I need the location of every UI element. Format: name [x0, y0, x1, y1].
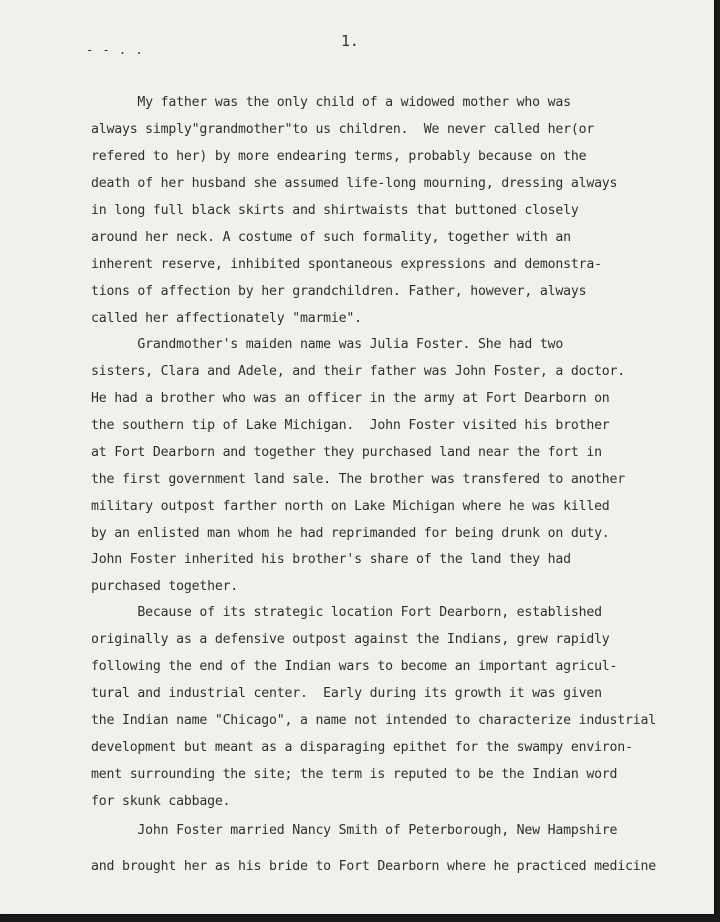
text-line: military outpost farther north on Lake Michigan where he was killed — [91, 499, 610, 514]
text-line: He had a brother who was an officer in the army at Fort Dearborn on — [91, 391, 610, 406]
text-line: tions of affection by her grandchildren. Father, however, always — [91, 284, 587, 299]
text-line: for skunk cabbage. — [91, 794, 231, 809]
text-line: by an enlisted man whom he had reprimanded for being drunk on duty. — [91, 526, 610, 541]
text-line: following the end of the Indian wars to become an important agricul- — [91, 659, 618, 674]
text-line: originally as a defensive outpost against the Indians, grew rapidly — [91, 632, 610, 647]
margin-mark: - - . . — [86, 43, 144, 57]
text-line: the southern tip of Lake Michigan. John Foster visited his brother — [91, 418, 610, 433]
text-line: refered to her) by more endearing terms, probably because on the — [91, 149, 587, 164]
text-line: purchased together. — [91, 579, 239, 594]
text-line: John Foster inherited his brother's share of the land they had — [91, 552, 571, 567]
text-line: tural and industrial center. Early during its growth it was given — [91, 686, 602, 701]
page-number: 1. — [341, 32, 359, 50]
text-line: death of her husband she assumed life-long mourning, dressing always — [91, 176, 618, 191]
text-line: always simply"grandmother"to us children. We never called her(or — [91, 122, 595, 137]
text-line: at Fort Dearborn and together they purchased land near the fort in — [91, 445, 602, 460]
text-line: called her affectionately "marmie". — [91, 311, 362, 326]
text-line: the first government land sale. The brother was transfered to another — [91, 472, 626, 487]
text-line: development but meant as a disparaging epithet for the swampy environ- — [91, 740, 633, 755]
text-line: inherent reserve, inhibited spontaneous expressions and demonstra- — [91, 257, 602, 272]
text-line: in long full black skirts and shirtwaists that buttoned closely — [91, 203, 579, 218]
text-line: around her neck. A costume of such formality, together with an — [91, 230, 571, 245]
text-line: ment surrounding the site; the term is reputed to be the Indian word — [91, 767, 618, 782]
text-line: Because of its strategic location Fort Dearborn, established — [91, 605, 602, 620]
text-line: and brought her as his bride to Fort Dearborn where he practiced medicine — [91, 859, 656, 874]
text-line: John Foster married Nancy Smith of Peterborough, New Hampshire — [91, 823, 618, 838]
text-line: the Indian name "Chicago", a name not intended to characterize industrial — [91, 713, 656, 728]
text-line: sisters, Clara and Adele, and their father was John Foster, a doctor. — [91, 364, 626, 379]
text-line: My father was the only child of a widowed mother who was — [91, 95, 571, 110]
text-line: Grandmother's maiden name was Julia Foster. She had two — [91, 337, 564, 352]
